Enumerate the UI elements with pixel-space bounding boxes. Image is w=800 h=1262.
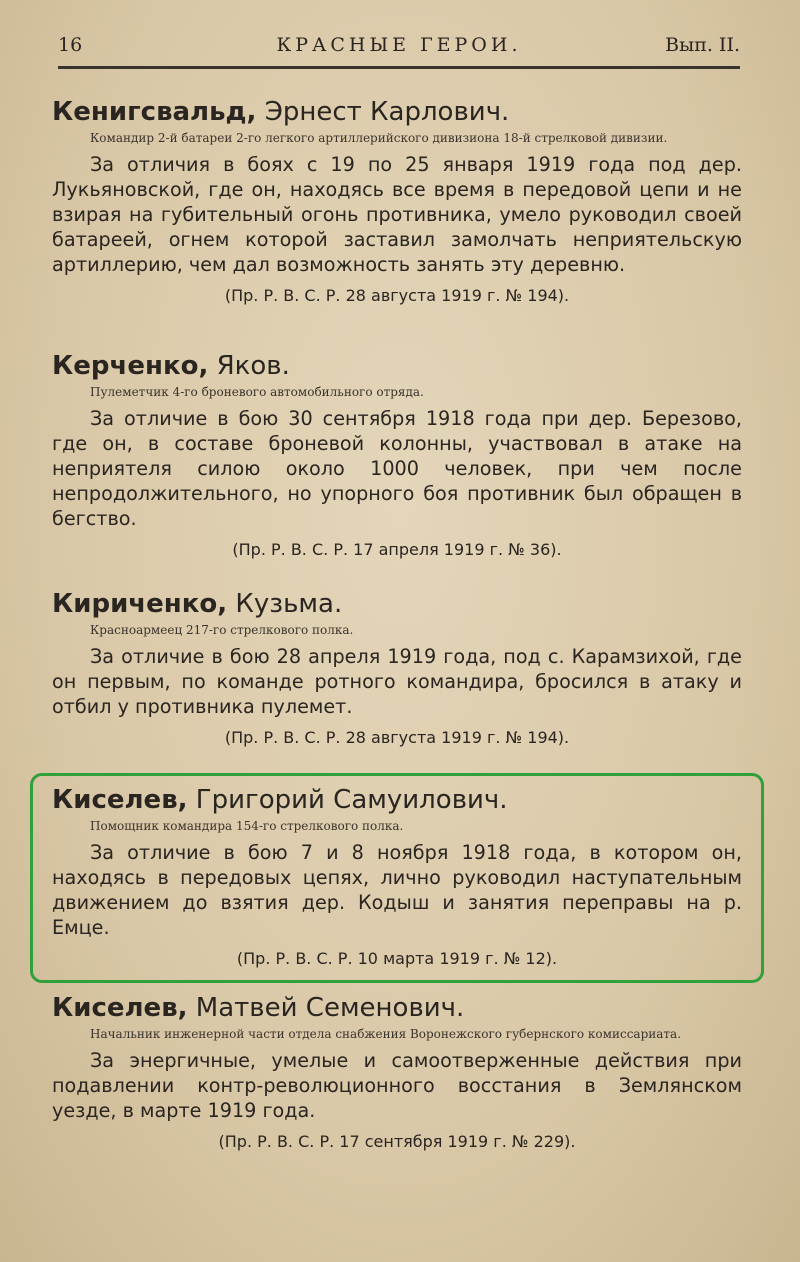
entry-rank: Красноармеец 217-го стрелкового полка. (90, 623, 354, 637)
entry-order-ref: (Пр. Р. В. С. Р. 17 апреля 1919 г. № 36). (232, 540, 562, 559)
entry-kiselev-grigory (52, 784, 742, 970)
running-title: КРАСНЫЕ ГЕРОИ. (276, 34, 522, 56)
entry-given-name: Эрнест Карлович. (264, 97, 510, 127)
entry-name (52, 350, 742, 382)
entry-name (52, 992, 742, 1024)
entry-name (52, 784, 742, 816)
entry-citation (52, 644, 742, 719)
entry-surname: Кириченко, (52, 589, 228, 619)
entry-citation (52, 406, 742, 531)
entry-citation (52, 840, 742, 940)
entry-given-name: Кузьма. (235, 589, 343, 619)
entry-given-name: Яков. (216, 351, 290, 381)
entry-kiselev-matvey (52, 992, 742, 1153)
entry-citation-text: За энергичные, умелые и самоотверженные действия при подавлении контр-революционного восстания в Землянском уезде, в марте 1919 года. (52, 1049, 742, 1122)
entry-surname: Керченко, (52, 351, 209, 381)
entry-citation (52, 1048, 742, 1123)
header-rule (58, 66, 740, 69)
entry-citation-text: За отличие в бою 7 и 8 ноября 1918 года, в котором он, находясь в передовых цепях, лично руководил наступательным движением до взятия дер. Кодыш и занятия переправы на р. Емце. (52, 841, 742, 939)
entry-citation-text: За отличие в бою 28 апреля 1919 года, под с. Карамзихой, где он первым, по команде ротного командира, бросился в атаку и отбил у противника пулемет. (52, 645, 742, 718)
entry-rank: Начальник инженерной части отдела снабжения Воронежского губернского комиссариата. (90, 1027, 682, 1041)
entry-rank: Командир 2-й батареи 2-го легкого артиллерийского дивизиона 18-й стрелковой дивизии. (90, 131, 668, 145)
entry-order-ref: (Пр. Р. В. С. Р. 28 августа 1919 г. № 194). (224, 728, 570, 747)
entry-surname: Кенигсвальд, (52, 97, 257, 127)
entry-order-ref: (Пр. Р. В. С. Р. 17 сентября 1919 г. № 229). (218, 1132, 576, 1151)
entry-surname: Киселев, (52, 785, 188, 815)
entry-kerchenko (52, 350, 742, 561)
page-number: 16 (58, 34, 83, 56)
entry-given-name: Григорий Самуилович. (195, 785, 508, 815)
entry-citation-text: За отличие в бою 30 сентября 1918 года при дер. Березово, где он, в составе броневой колонны, участвовал в атаке на неприятеля силою около 1000 человек, при чем после непродолжительного, но упорного боя противник был обращен в бегство. (52, 407, 742, 530)
entry-kirichenko (52, 588, 742, 749)
entry-citation-text: За отличия в боях с 19 по 25 января 1919 года под дер. Лукьяновской, где он, находясь все время в передовой цепи и не взирая на губительный огонь противника, умело руководил своей батареей, огнем которой заставил замолчать неприятельскую артиллерию, чем дал возможность занять эту деревню. (52, 153, 742, 276)
entry-given-name: Матвей Семенович. (195, 993, 465, 1023)
entry-citation (52, 152, 742, 277)
entry-order-ref: (Пр. Р. В. С. Р. 10 марта 1919 г. № 12). (236, 949, 558, 968)
entry-surname: Киселев, (52, 993, 188, 1023)
entry-name (52, 96, 742, 128)
issue-label: Вып. II. (665, 34, 740, 56)
entry-rank: Помощник командира 154-го стрелкового полка. (90, 819, 404, 833)
entry-kenigsvald (52, 96, 742, 307)
entry-order-ref: (Пр. Р. В. С. Р. 28 августа 1919 г. № 194). (224, 286, 570, 305)
entry-rank: Пулеметчик 4-го броневого автомобильного отряда. (90, 385, 424, 399)
entry-name (52, 588, 742, 620)
page-header (58, 34, 740, 64)
